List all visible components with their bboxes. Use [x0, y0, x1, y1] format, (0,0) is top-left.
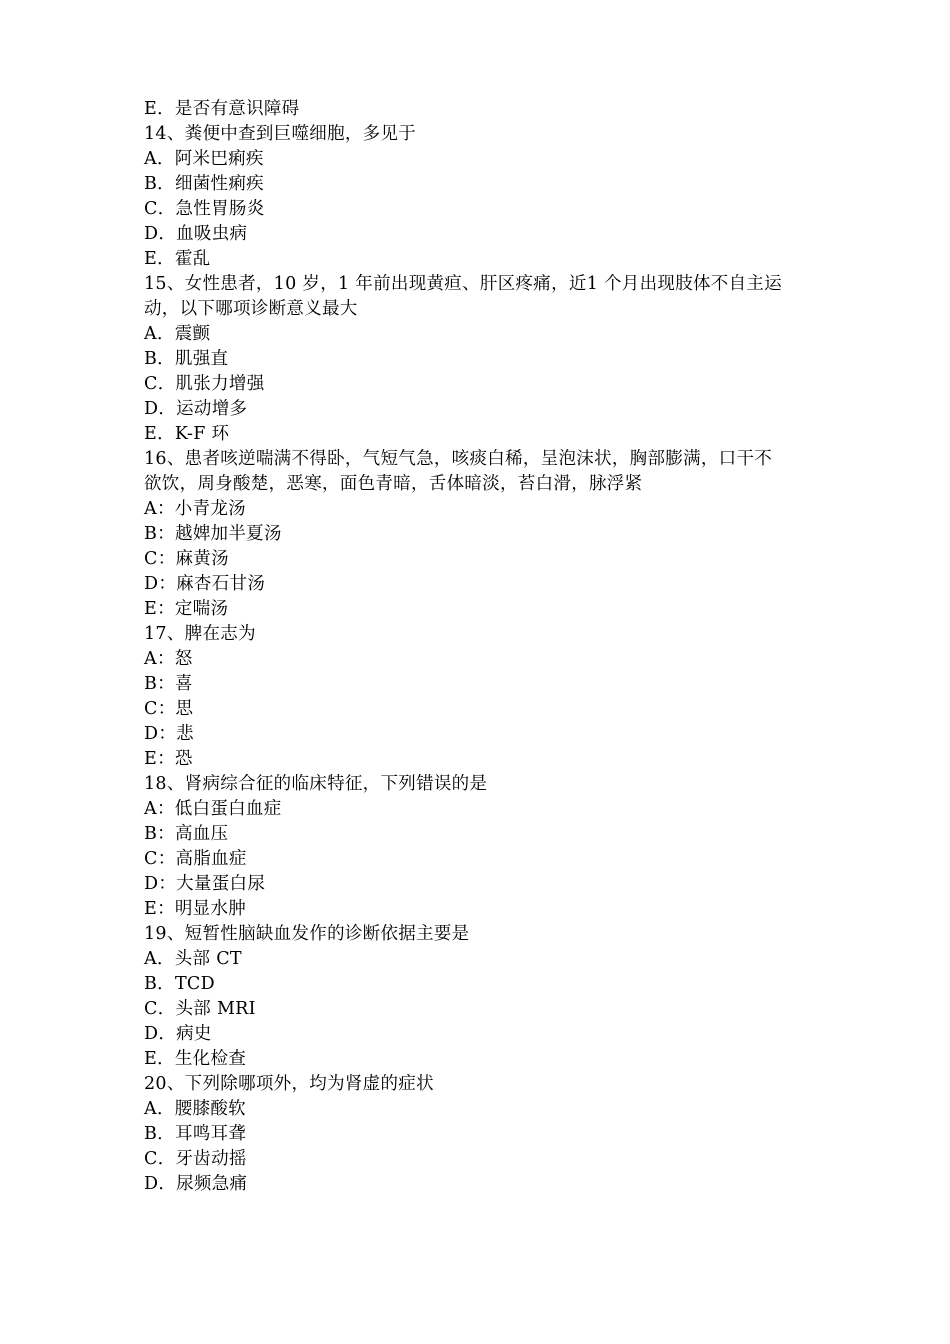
text-line: 动，以下哪项诊断意义最大	[144, 299, 358, 319]
text-line: D．病史	[144, 1024, 212, 1044]
text-line: B：高血压	[144, 824, 229, 844]
text-line: E．生化检查	[144, 1049, 247, 1069]
text-line: A：低白蛋白血症	[144, 799, 282, 819]
text-line: 欲饮，周身酸楚，恶寒，面色青暗，舌体暗淡，苔白滑，脉浮紧	[144, 474, 643, 494]
text-line: A．腰膝酸软	[144, 1099, 246, 1119]
text-line: C：麻黄汤	[144, 549, 229, 569]
text-line: C：高脂血症	[144, 849, 247, 869]
text-line: 18、肾病综合征的临床特征，下列错误的是	[144, 774, 488, 794]
text-line: 20、下列除哪项外，均为肾虚的症状	[144, 1074, 434, 1094]
text-line: 15、女性患者，10 岁，1 年前出现黄疸、肝区疼痛，近1 个月出现肢体不自主运	[144, 274, 782, 294]
text-line: A：小青龙汤	[144, 499, 246, 519]
text-line: E：恐	[144, 749, 193, 769]
text-line: E：明显水肿	[144, 899, 247, 919]
text-line: B．肌强直	[144, 349, 229, 369]
text-line: B：喜	[144, 674, 193, 694]
text-line: E．霍乱	[144, 249, 211, 269]
text-line: A．头部 CT	[144, 949, 242, 969]
text-line: D：大量蛋白尿	[144, 874, 266, 894]
text-line: A：怒	[144, 649, 193, 669]
text-line: A．阿米巴痢疾	[144, 149, 264, 169]
text-line: D．尿频急痛	[144, 1174, 248, 1194]
text-line: B．TCD	[144, 974, 215, 994]
text-line: C．急性胃肠炎	[144, 199, 265, 219]
text-line: C．肌张力增强	[144, 374, 265, 394]
text-line: 19、短暂性脑缺血发作的诊断依据主要是	[144, 924, 470, 944]
text-line: E．K-F 环	[144, 424, 230, 444]
text-line: E：定喘汤	[144, 599, 229, 619]
text-line: 14、粪便中查到巨噬细胞，多见于	[144, 124, 417, 144]
text-line: D：悲	[144, 724, 194, 744]
text-line: 17、脾在志为	[144, 624, 256, 644]
text-line: B：越婢加半夏汤	[144, 524, 282, 544]
text-line: C：思	[144, 699, 194, 719]
text-line: B．耳鸣耳聋	[144, 1124, 247, 1144]
text-line: D．运动增多	[144, 399, 248, 419]
text-line: 16、患者咳逆喘满不得卧，气短气急，咳痰白稀，呈泡沫状，胸部膨满，口干不	[144, 449, 773, 469]
text-line: D．血吸虫病	[144, 224, 248, 244]
document-body	[144, 97, 824, 1197]
text-line: D：麻杏石甘汤	[144, 574, 266, 594]
text-line: B．细菌性痢疾	[144, 174, 264, 194]
text-line: A．震颤	[144, 324, 211, 344]
text-line: C．牙齿动摇	[144, 1149, 247, 1169]
text-line: C．头部 MRI	[144, 999, 256, 1019]
text-line: E．是否有意识障碍	[144, 99, 300, 119]
